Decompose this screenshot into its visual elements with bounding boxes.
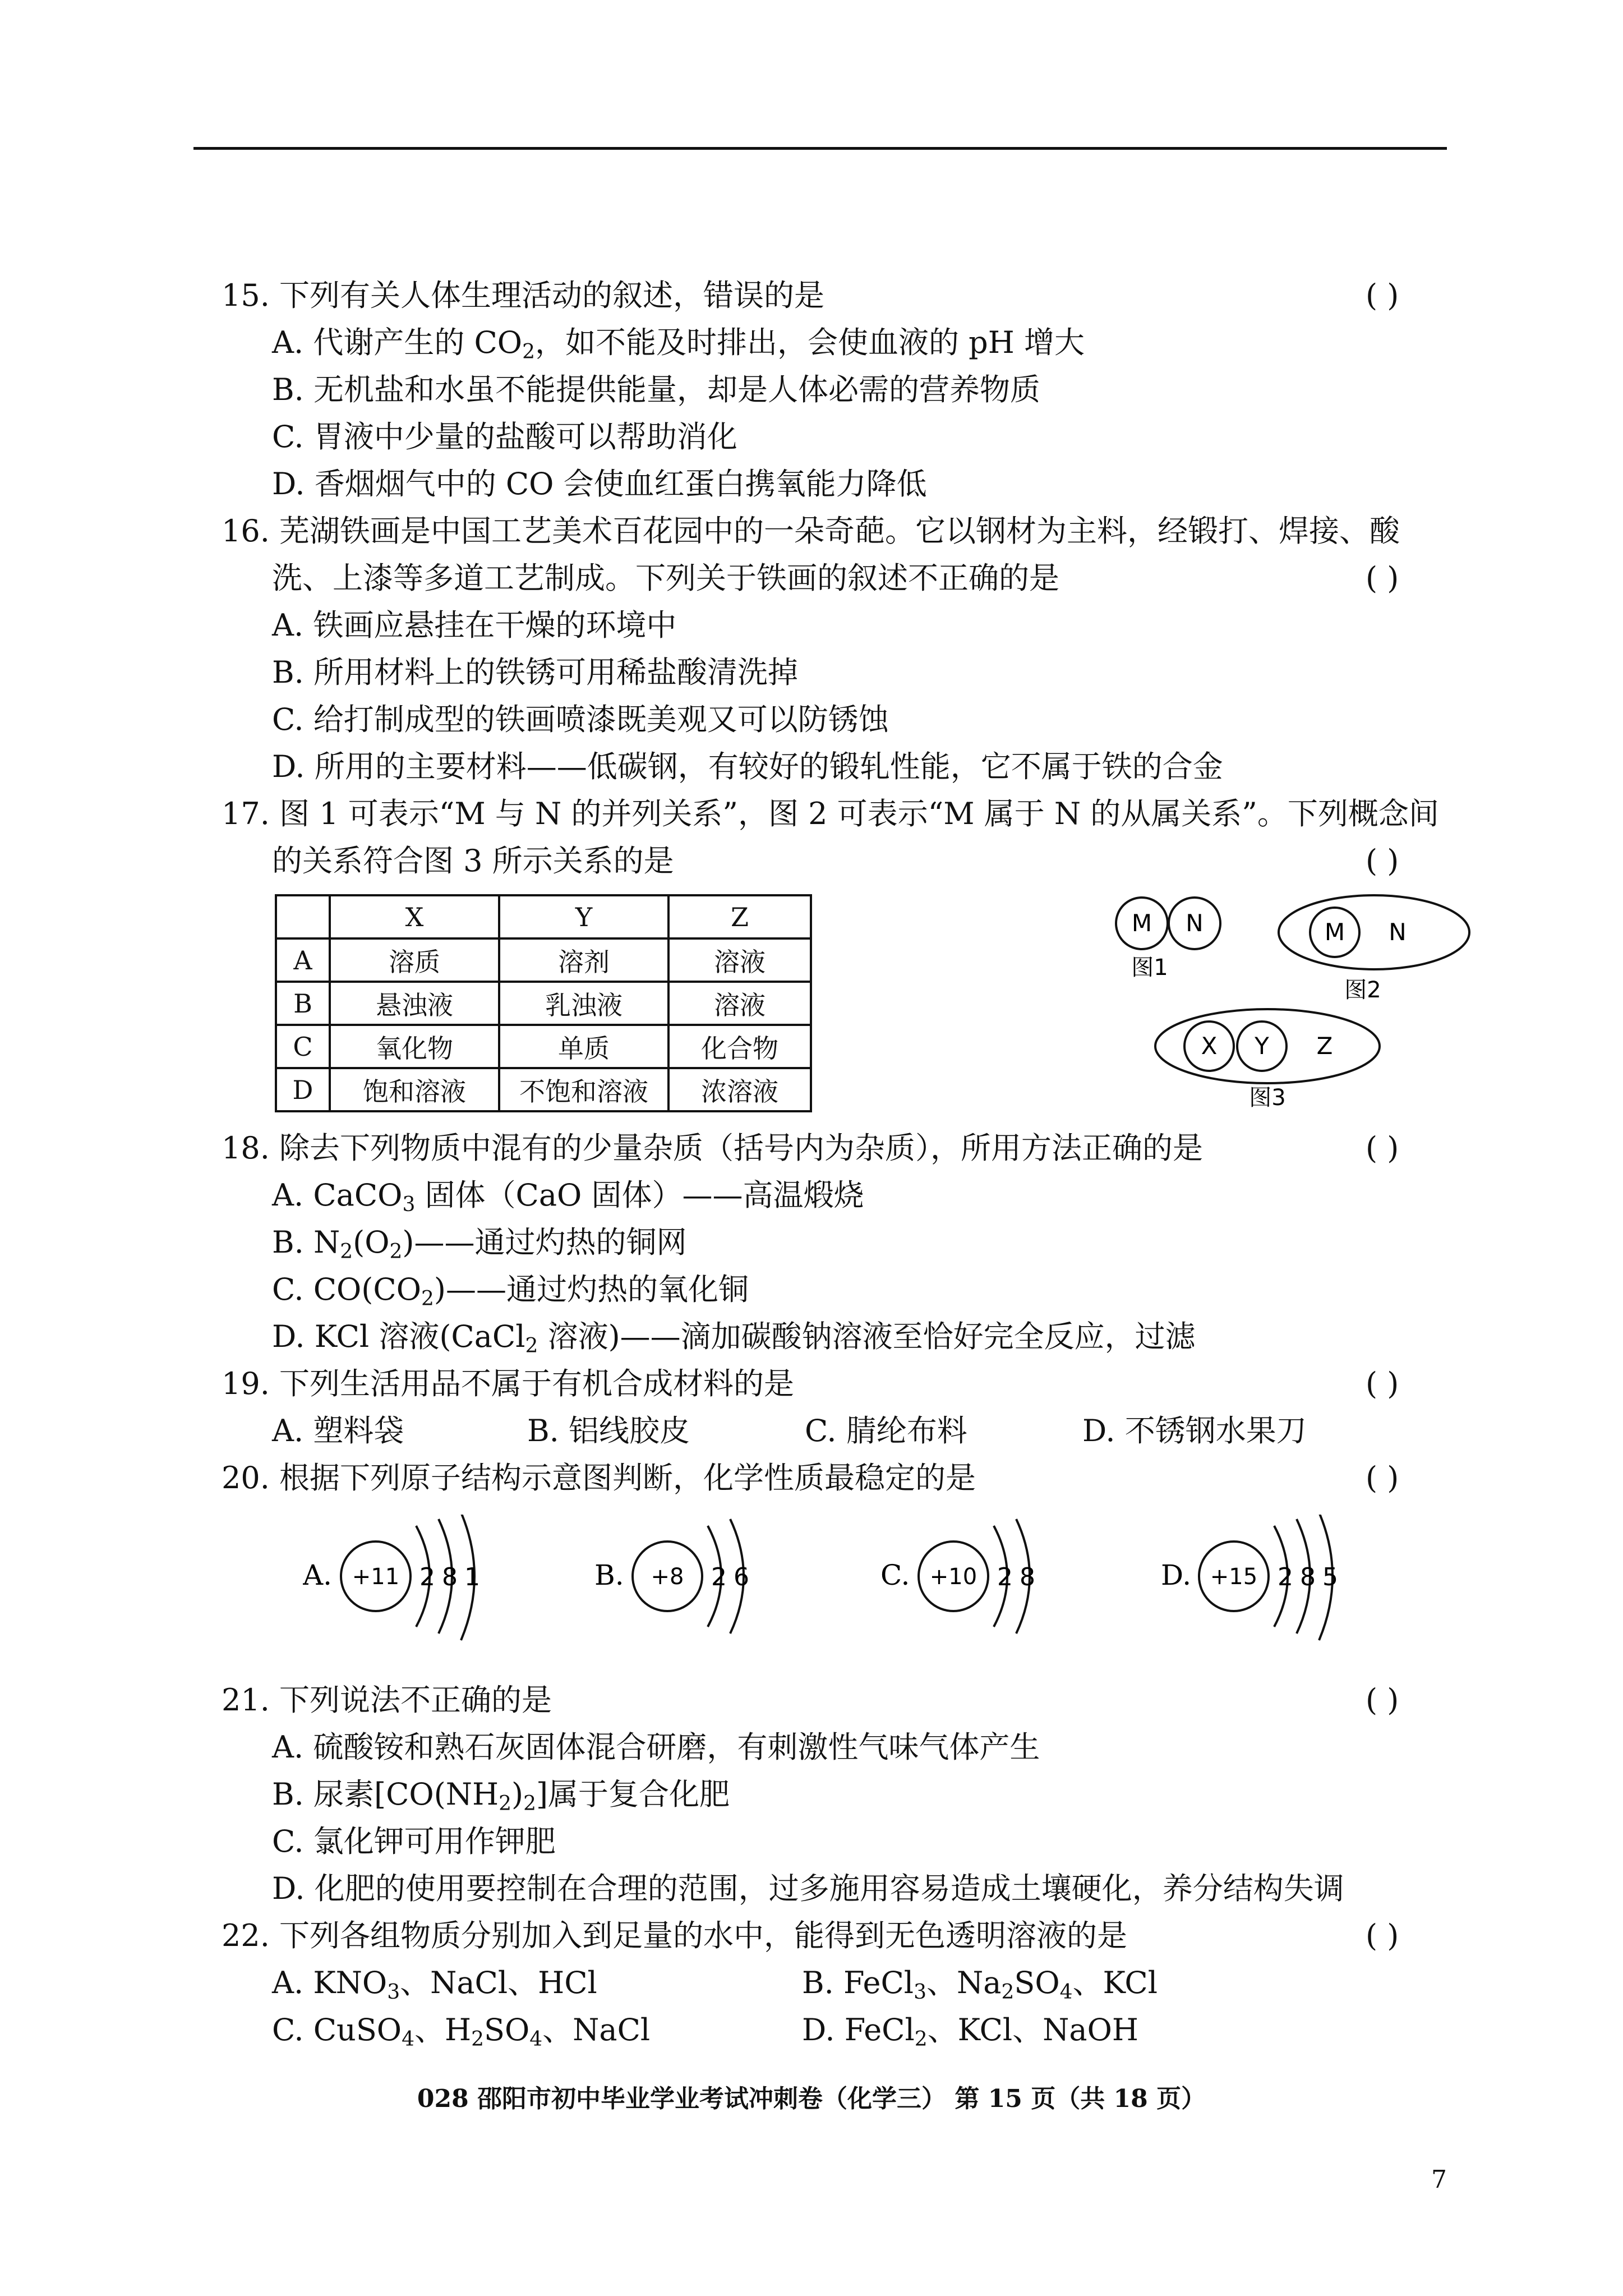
fig1-n-label: N <box>1186 909 1204 937</box>
electron-count: 2 <box>1278 1563 1293 1591</box>
table-row <box>276 938 811 982</box>
q22-answer-paren: ( ) <box>1366 1918 1399 1953</box>
q18-option-d: D. KCl 溶液(CaCl$_2$ 溶液)——滴加碳酸钠溶液至恰好完全反应，过滤 <box>272 1319 1196 1358</box>
q16-option-a: A. 铁画应悬挂在干燥的环境中 <box>272 608 677 643</box>
table-cell: Z <box>668 895 811 938</box>
atom-option-label: D. <box>1161 1559 1192 1591</box>
q21-option-c: C. 氯化钾可用作钾肥 <box>272 1824 556 1859</box>
q17-stem-line1: 17. 图 1 可表示“M 与 N 的并列关系”，图 2 可表示“M 属于 N 的从属关系”。下列概念间 <box>222 796 1439 831</box>
fig3-y-label: Y <box>1255 1032 1269 1060</box>
nucleus-charge: +11 <box>352 1564 400 1590</box>
q15-option-c: C. 胃液中少量的盐酸可以帮助消化 <box>272 419 737 454</box>
q19-stem: 19. 下列生活用品不属于有机合成材料的是 <box>222 1366 795 1401</box>
electron-count: 8 <box>1020 1563 1035 1591</box>
q17-answer-paren: ( ) <box>1366 843 1399 878</box>
table-cell: 溶液 <box>668 938 811 982</box>
fig2-n-label: N <box>1389 918 1407 946</box>
table-cell: 浓溶液 <box>668 1068 811 1111</box>
q20-atomic-structure-diagrams <box>303 1515 1385 1655</box>
table-cell: A <box>276 938 330 982</box>
q19-option-b: B. 铝线胶皮 <box>527 1413 690 1448</box>
q21-answer-paren: ( ) <box>1366 1682 1399 1718</box>
q20-stem: 20. 根据下列原子结构示意图判断，化学性质最稳定的是 <box>222 1460 976 1496</box>
q15-option-a: A. 代谢产生的 $CO_2$，如不能及时排出，会使血液的 pH 增大 <box>272 325 1085 364</box>
page-footer: 028 邵阳市初中毕业学业考试冲刺卷（化学三） 第 15 页（共 18 页） <box>417 2085 1206 2113</box>
electron-count: 1 <box>464 1563 480 1591</box>
figure-1 <box>1116 898 1220 981</box>
nucleus-charge: +15 <box>1210 1564 1258 1590</box>
q18-option-b: B. $N_2(O_2)——$通过灼热的铜网 <box>272 1225 687 1263</box>
q15-stem: 15. 下列有关人体生理活动的叙述，错误的是 <box>222 278 825 313</box>
table-cell <box>276 895 330 938</box>
q15-option-b: B. 无机盐和水虽不能提供能量，却是人体必需的营养物质 <box>272 372 1041 407</box>
table-cell: X <box>330 895 499 938</box>
table-cell: 饱和溶液 <box>330 1068 499 1111</box>
atom-option-label: A. <box>303 1559 333 1591</box>
electron-count: 2 <box>997 1563 1013 1591</box>
figure-2 <box>1279 895 1469 1003</box>
header-rule <box>193 147 1447 150</box>
table-cell: 化合物 <box>668 1025 811 1068</box>
q22-option-d: D. FeCl$_2$、KCl、NaOH <box>802 2012 1138 2051</box>
table-cell: 溶剂 <box>499 938 668 982</box>
q17-stem-line2: 的关系符合图 3 所示关系的是 <box>272 843 674 878</box>
q16-stem-line2: 洗、上漆等多道工艺制成。下列关于铁画的叙述不正确的是 <box>272 560 1059 596</box>
q21-stem: 21. 下列说法不正确的是 <box>222 1682 552 1718</box>
q22-option-b: B. FeCl$_3$、$Na_2SO_4$、KCl <box>802 1965 1158 2004</box>
fig3-z-label: Z <box>1316 1032 1333 1060</box>
table-cell: B <box>276 982 330 1025</box>
q16-answer-paren: ( ) <box>1366 560 1399 596</box>
table-cell: 氧化物 <box>330 1025 499 1068</box>
table-cell: 悬浊液 <box>330 982 499 1025</box>
table-cell: 溶质 <box>330 938 499 982</box>
q21-option-d: D. 化肥的使用要控制在合理的范围，过多施用容易造成土壤硬化，养分结构失调 <box>272 1871 1344 1906</box>
nucleus-charge: +10 <box>929 1564 978 1590</box>
q17-options-table <box>275 894 812 1112</box>
atom-diagram-a <box>303 1515 480 1640</box>
table-cell: C <box>276 1025 330 1068</box>
q22-option-c: C. CuSO$_4$、$H_2SO_4$、NaCl <box>272 2012 651 2051</box>
electron-count: 6 <box>734 1563 749 1591</box>
q16-option-c: C. 给打制成型的铁画喷漆既美观又可以防锈蚀 <box>272 702 889 737</box>
q18-option-a: A. CaCO$_3$ 固体（CaO 固体）——高温煅烧 <box>272 1177 864 1216</box>
table-cell: 溶液 <box>668 982 811 1025</box>
figure-3 <box>1155 1009 1380 1111</box>
table-cell: Y <box>499 895 668 938</box>
atom-option-label: C. <box>880 1559 910 1591</box>
electron-count: 5 <box>1322 1563 1338 1591</box>
q19-option-a: A. 塑料袋 <box>272 1413 404 1448</box>
atom-option-label: B. <box>594 1559 624 1591</box>
q21-option-a: A. 硫酸铵和熟石灰固体混合研磨，有刺激性气味气体产生 <box>272 1729 1040 1765</box>
fig3-x-label: X <box>1201 1032 1218 1060</box>
atom-diagram-b <box>594 1519 749 1634</box>
table-cell: 单质 <box>499 1025 668 1068</box>
table-row <box>276 1025 811 1068</box>
q16-option-d: D. 所用的主要材料——低碳钢，有较好的锻轧性能，它不属于铁的合金 <box>272 749 1223 784</box>
nucleus-charge: +8 <box>651 1564 684 1590</box>
q22-option-a: A. $KNO_3$、NaCl、HCl <box>272 1965 597 2004</box>
q15-answer-paren: ( ) <box>1366 278 1399 313</box>
q16-stem-line1: 16. 芜湖铁画是中国工艺美术百花园中的一朵奇葩。它以钢材为主料，经锻打、焊接、酸 <box>222 513 1400 549</box>
table-cell: D <box>276 1068 330 1111</box>
table-row <box>276 982 811 1025</box>
table-cell: 乳浊液 <box>499 982 668 1025</box>
page-number: 7 <box>1431 2165 1447 2194</box>
electron-count: 2 <box>419 1563 435 1591</box>
q18-stem: 18. 除去下列物质中混有的少量杂质（括号内为杂质），所用方法正确的是 <box>222 1130 1204 1166</box>
fig3-caption: 图3 <box>1249 1085 1286 1111</box>
q16-option-b: B. 所用材料上的铁锈可用稀盐酸清洗掉 <box>272 655 799 690</box>
fig1-caption: 图1 <box>1131 955 1168 981</box>
q17-relation-diagrams <box>1094 892 1475 1128</box>
fig2-caption: 图2 <box>1344 977 1381 1003</box>
atom-diagram-c <box>880 1519 1035 1634</box>
q22-stem: 22. 下列各组物质分别加入到足量的水中，能得到无色透明溶液的是 <box>222 1918 1128 1953</box>
q20-answer-paren: ( ) <box>1366 1460 1399 1496</box>
q19-option-c: C. 腈纶布料 <box>805 1413 967 1448</box>
q19-option-d: D. 不锈钢水果刀 <box>1082 1413 1307 1448</box>
q19-answer-paren: ( ) <box>1366 1366 1399 1401</box>
table-header-row <box>276 895 811 938</box>
q18-answer-paren: ( ) <box>1366 1130 1399 1166</box>
fig1-m-label: M <box>1131 909 1152 937</box>
table-row <box>276 1068 811 1111</box>
q15-option-d: D. 香烟烟气中的 CO 会使血红蛋白携氧能力降低 <box>272 466 927 501</box>
q18-option-c: C. $CO(CO_2)——$通过灼热的氧化铜 <box>272 1272 749 1310</box>
electron-count: 8 <box>1300 1563 1316 1591</box>
table-cell: 不饱和溶液 <box>499 1068 668 1111</box>
fig2-m-label: M <box>1324 918 1345 946</box>
electron-count: 8 <box>442 1563 458 1591</box>
atom-diagram-d <box>1161 1515 1338 1640</box>
electron-count: 2 <box>711 1563 727 1591</box>
q21-option-b: B. 尿素$[CO(NH_2)_2]$属于复合化肥 <box>272 1777 730 1815</box>
